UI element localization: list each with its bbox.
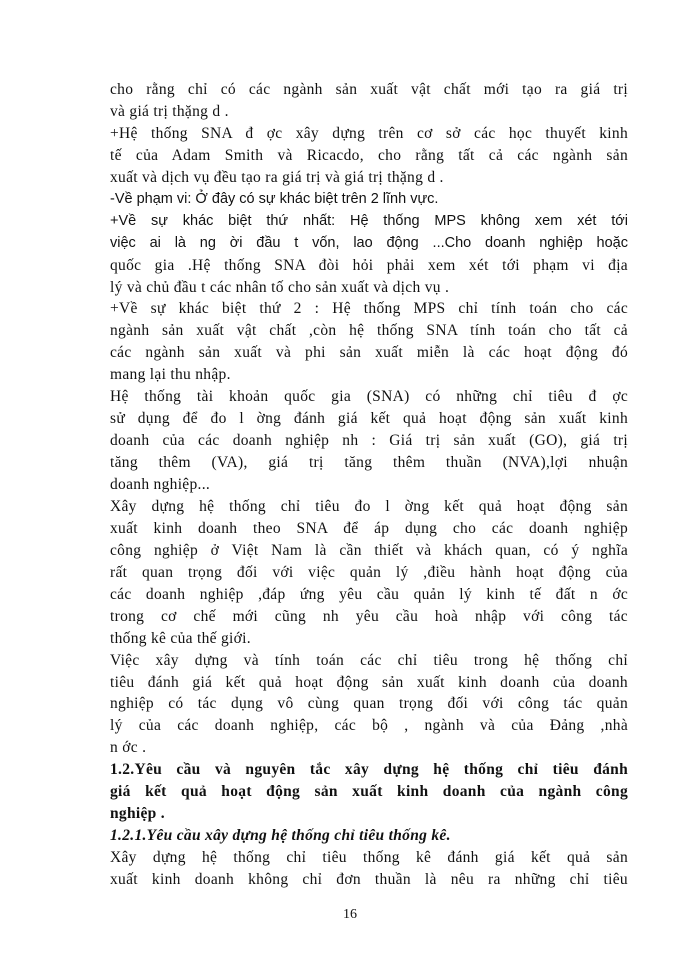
subsection-heading: 1.2.1.Yêu cầu xây dựng hệ thống chỉ tiêu thống kê.	[110, 827, 451, 844]
text-line: doanh nghiệp...	[110, 476, 211, 493]
text-line: Xây dựng hệ thống chỉ tiêu thống kê đánh giá kết quả sản	[110, 849, 628, 866]
section-heading-line: nghiệp .	[110, 805, 165, 822]
text-line: n ớc .	[110, 739, 147, 756]
text-line: xuất và dịch vụ đều tạo ra giá trị và giá trị thặng d .	[110, 169, 444, 186]
text-line: xuất kinh doanh không chỉ đơn thuần là nêu ra những chỉ tiêu	[110, 871, 628, 888]
text-line: công nghiệp ở Việt Nam là cần thiết và khách quan, có ý nghĩa	[110, 542, 628, 559]
text-line: và giá trị thặng d .	[110, 103, 229, 120]
text-line: nghiệp có tác dụng vô cùng quan trọng đối với công tác quản	[110, 695, 628, 712]
section-heading-line: giá kết quả hoạt động sản xuất kinh doanh của ngành công	[110, 783, 628, 800]
text-line: lý và chủ đầu t các nhân tố cho sản xuất và dịch vụ .	[110, 279, 450, 296]
text-line: +Về sự khác biệt thứ nhất: Hệ thống MPS không xem xét tới	[110, 213, 628, 229]
text-line: thống kê của thế giới.	[110, 630, 251, 647]
section-heading-line: 1.2.Yêu cầu và nguyên tắc xây dựng hệ thống chỉ tiêu đánh	[110, 761, 628, 778]
text-line: việc ai là ng ời đầu t vốn, lao động ...Cho doanh nghiệp hoặc	[110, 235, 628, 251]
text-line: các doanh nghiệp ,đáp ứng yêu cầu quản lý kinh tế đất n ớc	[110, 586, 628, 603]
text-line: +Về sự khác biệt thứ 2 : Hệ thống MPS chỉ tính toán cho các	[110, 300, 628, 317]
text-line: rất quan trọng đối với việc quản lý ,điều hành hoạt động của	[110, 564, 628, 581]
text-line: trong cơ chế mới cũng nh yêu cầu hoà nhập với công tác	[110, 608, 628, 625]
text-line: Hệ thống tài khoản quốc gia (SNA) có những chỉ tiêu đ ợc	[110, 388, 628, 405]
text-line: Việc xây dựng và tính toán các chỉ tiêu trong hệ thống chỉ	[110, 652, 628, 669]
text-line: -Về phạm vi: Ở đây có sự khác biệt trên 2 lĩnh vực.	[110, 191, 439, 207]
page-number: 16	[343, 907, 357, 922]
text-line: quốc gia .Hệ thống SNA đòi hỏi phải xem xét tới phạm vi địa	[110, 257, 628, 274]
text-line: xuất kinh doanh theo SNA để áp dụng cho các doanh nghiệp	[110, 520, 628, 537]
text-line: tăng thêm (VA), giá trị tăng thêm thuần (NVA),lợi nhuận	[110, 454, 628, 471]
text-line: sử dụng để đo l ờng đánh giá kết quả hoạt động sản xuất kinh	[110, 410, 628, 427]
text-line: mang lại thu nhập.	[110, 366, 231, 383]
text-line: các ngành sản xuất và phi sản xuất miễn là các hoạt động đó	[110, 344, 628, 361]
text-line: doanh của các doanh nghiệp nh : Giá trị sản xuất (GO), giá trị	[110, 432, 628, 449]
text-line: tiêu đánh giá kết quả hoạt động sản xuất kinh doanh của doanh	[110, 674, 628, 691]
text-line: +Hệ thống SNA đ ợc xây dựng trên cơ sở các học thuyết kinh	[110, 125, 628, 142]
text-line: Xây dựng hệ thống chỉ tiêu đo l ờng kết quả hoạt động sản	[110, 498, 628, 515]
text-line: ngành sản xuất vật chất ,còn hệ thống SNA tính toán cho tất cả	[110, 322, 628, 339]
text-line: tế của Adam Smith và Ricacdo, cho rằng tất cả các ngành sản	[110, 147, 628, 164]
text-line: cho rằng chỉ có các ngành sản xuất vật chất mới tạo ra giá trị	[110, 81, 628, 98]
text-line: lý của các doanh nghiệp, các bộ , ngành và của Đảng ,nhà	[110, 717, 628, 734]
